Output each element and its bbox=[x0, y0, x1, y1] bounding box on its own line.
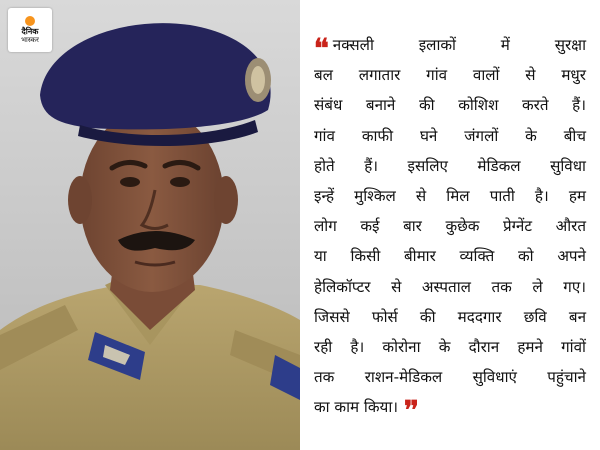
newspaper-logo bbox=[8, 8, 52, 52]
quote-line: हेलिकॉप्टर से अस्पताल तक ले गए। bbox=[314, 277, 586, 296]
quote-line: का काम किया। ❜❜ bbox=[314, 396, 417, 427]
quote-line: गांव काफी घने जंगलों के बीच bbox=[314, 126, 586, 145]
quote-line: रही है। कोरोना के दौरान हमने गांवों bbox=[314, 338, 586, 357]
sun-logo-icon bbox=[25, 16, 35, 26]
quote-text bbox=[314, 30, 586, 427]
logo-line-1: दैनिक bbox=[21, 27, 39, 36]
logo-line-2: भास्कर bbox=[21, 36, 39, 44]
quote-line: होते हैं। इसलिए मेडिकल सुविधा bbox=[314, 156, 586, 175]
quote-panel bbox=[300, 0, 600, 450]
open-quote-icon: ❛❛ bbox=[314, 34, 327, 64]
close-quote-icon: ❜❜ bbox=[404, 396, 417, 427]
quote-line: इन्हें मुश्किल से मिल पाती है। हम bbox=[314, 187, 586, 206]
quote-line: या किसी बीमार व्यक्ति को अपने bbox=[314, 247, 586, 266]
quote-line: संबंध बनाने की कोशिश करते हैं। bbox=[314, 96, 586, 115]
quote-line: ❛❛ नक्सली इलाकों में सुरक्षा bbox=[314, 34, 586, 64]
quote-line: लोग कई बार कुछेक प्रेग्नेंट औरत bbox=[314, 217, 586, 236]
quote-line: जिससे फोर्स की मददगार छवि बन bbox=[314, 307, 586, 326]
quote-line: बल लगातार गांव वालों से मधुर bbox=[314, 66, 586, 85]
quote-line: तक राशन-मेडिकल सुविधाएं पहुंचाने bbox=[314, 368, 586, 387]
